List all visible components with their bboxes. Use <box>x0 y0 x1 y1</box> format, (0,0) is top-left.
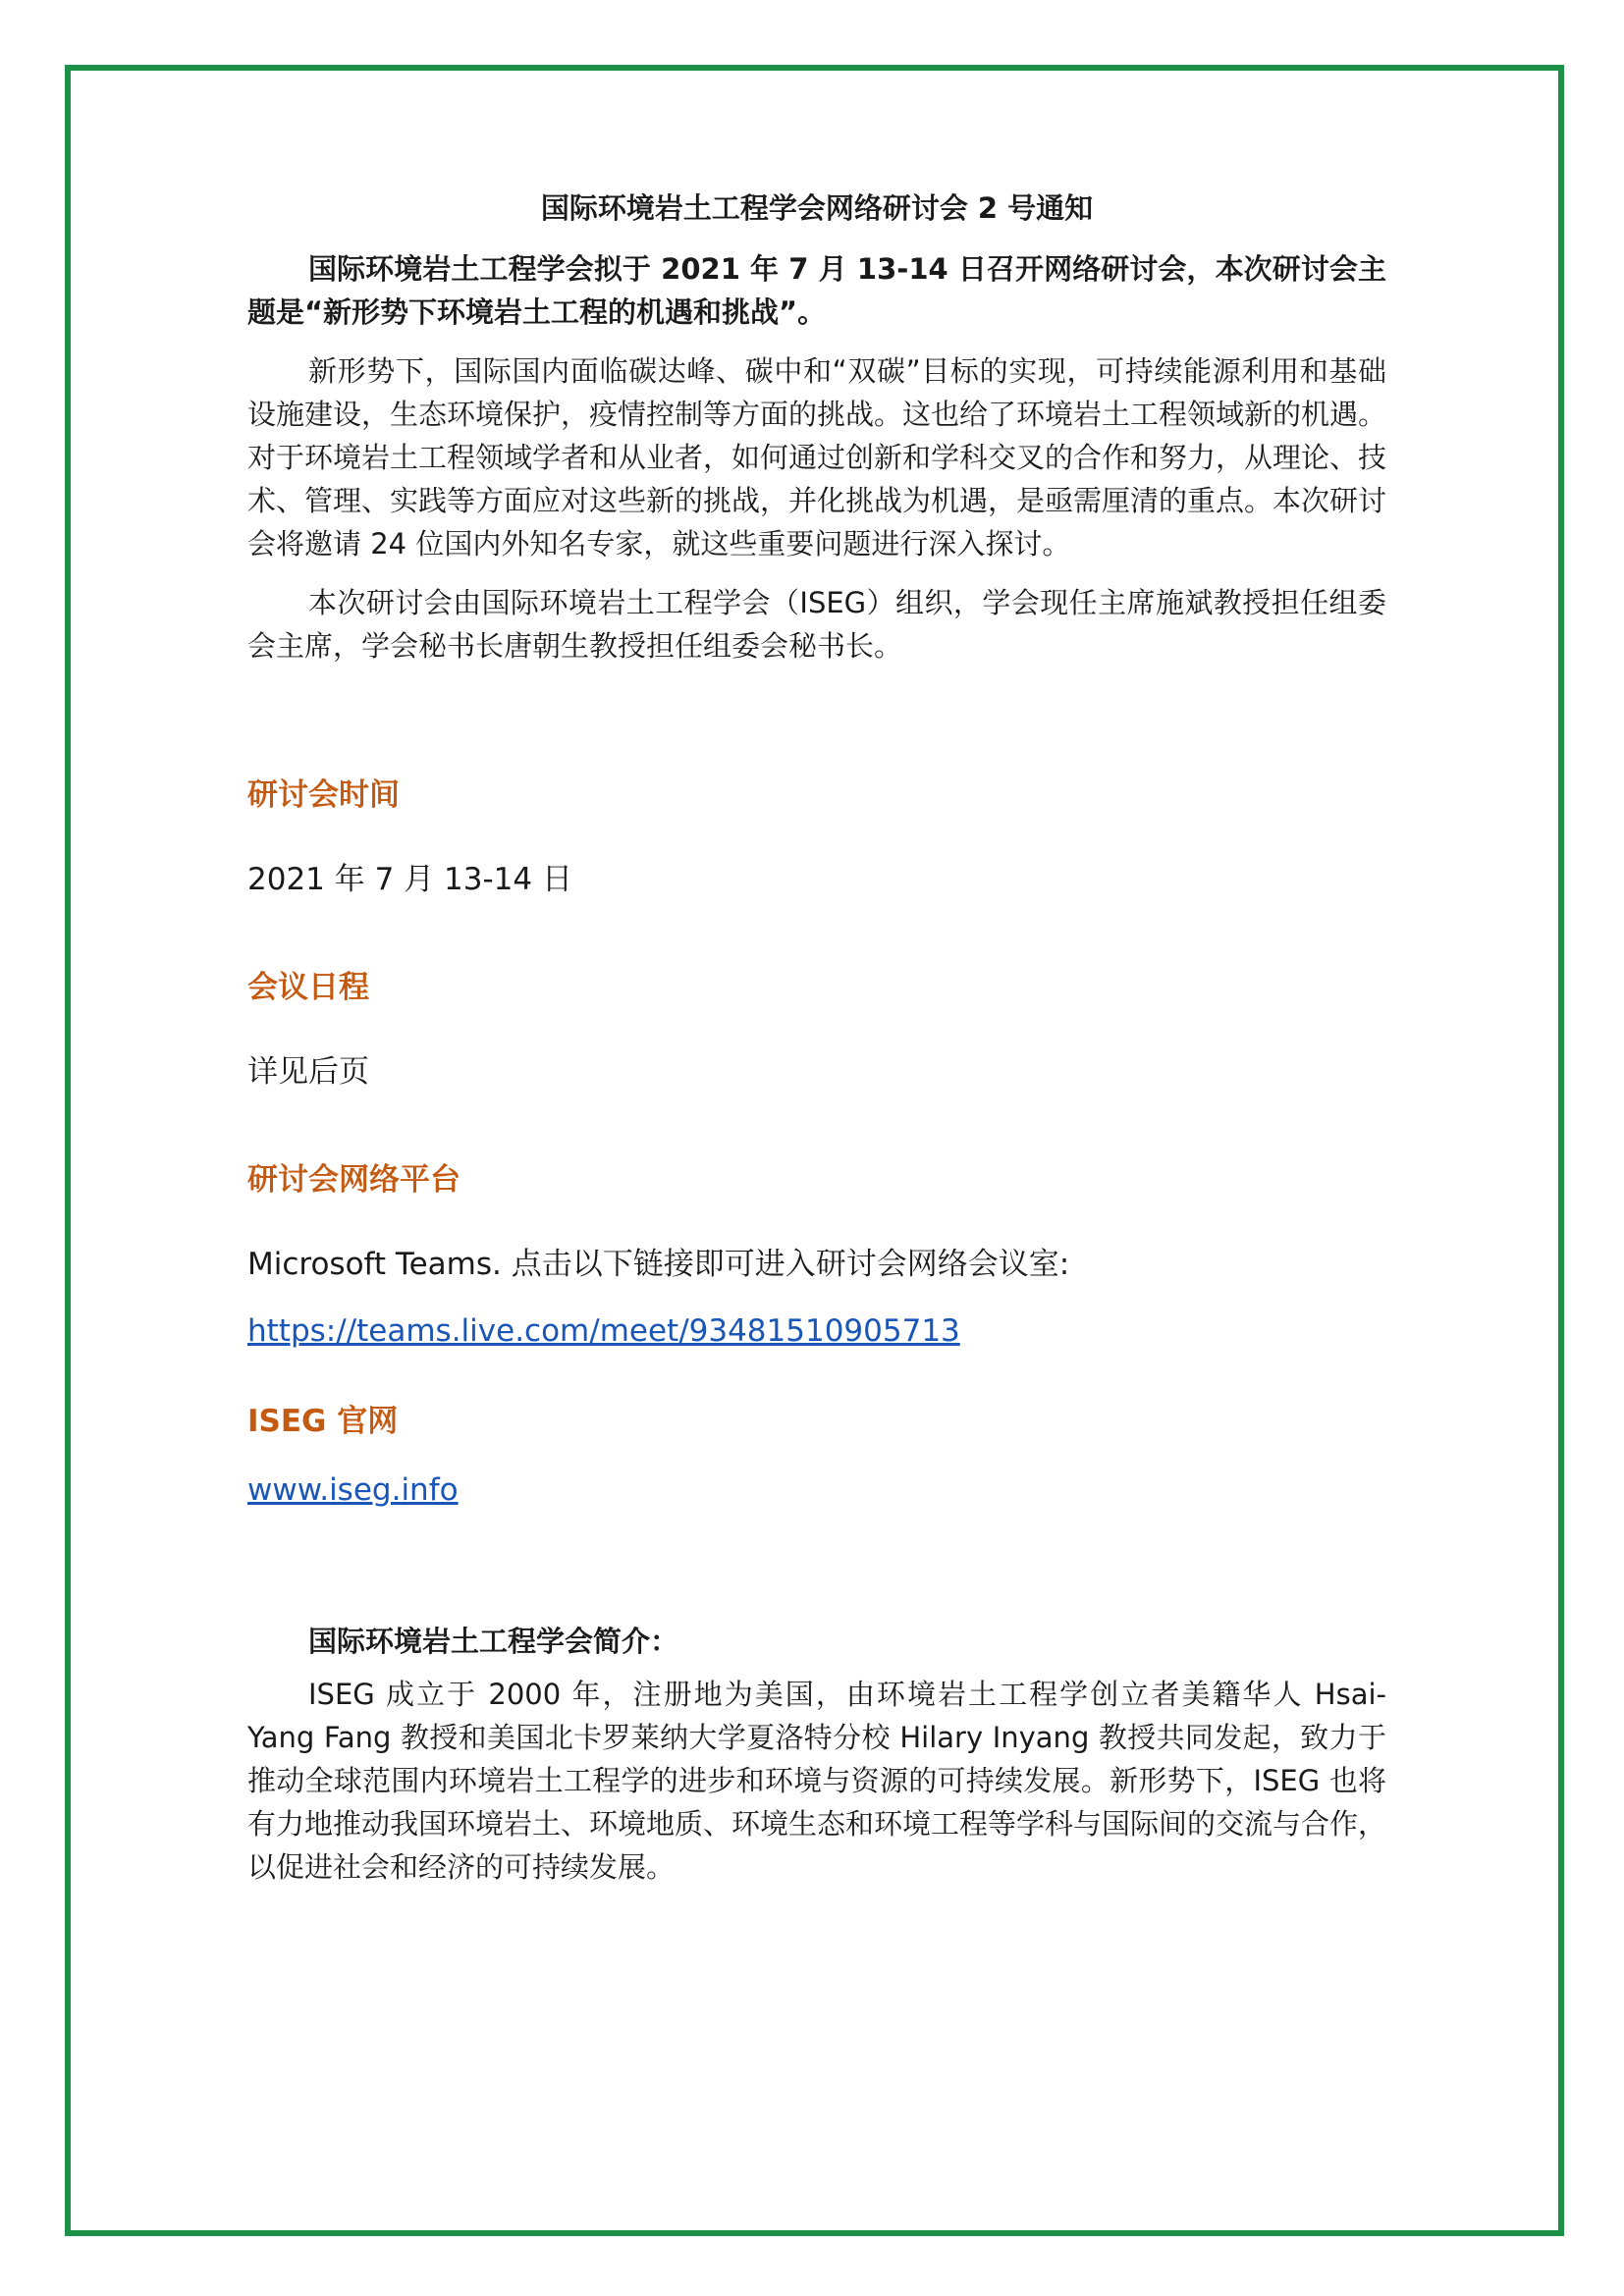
notice-paragraph-1: 新形势下，国际国内面临碳达峰、碳中和“双碳”目标的实现，可持续能源利用和基础设施建设，生态环境保护，疫情控制等方面的挑战。这也给了环境岩土工程领域新的机遇。对于环境岩土工程领域学者和从业者，如何通过创新和学科交叉的合作和努力，从理论、技术、管理、实践等方面应对这些新的挑战，并化挑战为机遇，是亟需厘清的重点。本次研讨会将邀请 24 位国内外知名专家，就这些重要问题进行深入探讨。 <box>247 354 1387 561</box>
platform-description: Microsoft Teams. 点击以下链接即可进入研讨会网络会议室: <box>247 1247 1070 1282</box>
iseg-website-link[interactable]: www.iseg.info <box>247 1472 459 1508</box>
teams-meeting-link[interactable]: https://teams.live.com/meet/93481510905713 <box>247 1313 960 1349</box>
notice-title: 国际环境岩土工程学会网络研讨会 2 号通知 <box>540 191 1094 225</box>
notice-paragraph-2: 本次研讨会由国际环境岩土工程学会（ISEG）组织，学会现任主席施斌教授担任组委会主席，学会秘书长唐朝生教授担任组委会秘书长。 <box>247 586 1386 663</box>
schedule-value: 详见后页 <box>247 1054 369 1090</box>
website-heading: ISEG 官网 <box>247 1404 399 1439</box>
time-value: 2021 年 7 月 13-14 日 <box>247 862 572 897</box>
about-body: ISEG 成立于 2000 年，注册地为美国，由环境岩土工程学创立者美籍华人 Hsai-Yang Fang 教授和美国北卡罗莱纳大学夏洛特分校 Hilary Inyang 教授共同发起，致力于推动全球范围内环境岩土工程学的进步和环境与资源的可持续发展。新形势下，ISEG 也将有力地推动我国环境岩土、环境地质、环境生态和环境工程等学科与国际间的交流与合作，以促进社会和经济的可持续发展。 <box>247 1678 1387 1884</box>
notice-intro: 国际环境岩土工程学会拟于 2021 年 7 月 13-14 日召开网络研讨会，本次研讨会主题是“新形势下环境岩土工程的机遇和挑战”。 <box>247 252 1386 329</box>
time-heading: 研讨会时间 <box>247 777 400 813</box>
about-heading: 国际环境岩土工程学会简介： <box>308 1625 679 1658</box>
platform-heading: 研讨会网络平台 <box>247 1162 460 1198</box>
notice-document <box>247 187 1386 1904</box>
schedule-heading: 会议日程 <box>247 970 369 1005</box>
